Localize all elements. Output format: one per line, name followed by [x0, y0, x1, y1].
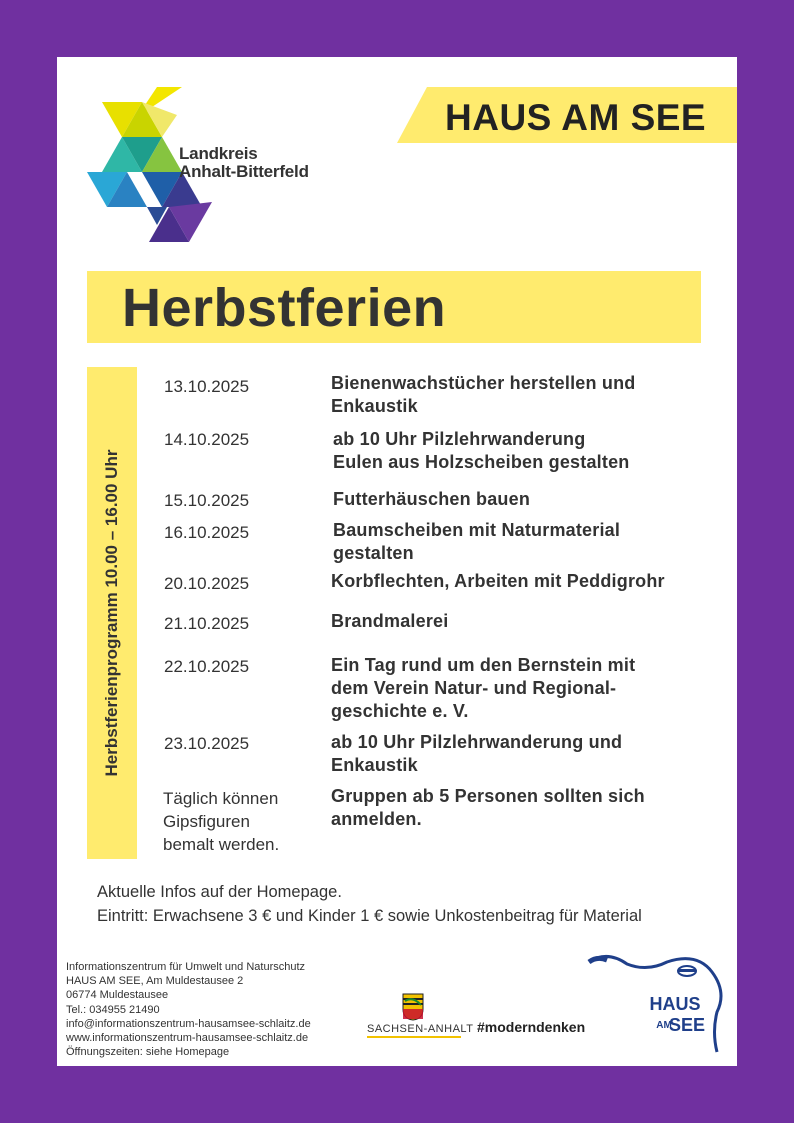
footer-email: info@informationszentrum-hausamsee-schlaitz.de — [66, 1017, 311, 1030]
side-label: Herbstferienprogramm 10.00 – 16.00 Uhr — [102, 449, 121, 777]
schedule-date: 20.10.2025 — [164, 574, 250, 593]
note-line: anmelden. — [331, 809, 422, 829]
footer-line: HAUS AM SEE, Am Muldestausee 2 — [66, 975, 244, 988]
schedule-date: 13.10.2025 — [164, 377, 250, 396]
coat-of-arms-icon — [402, 993, 424, 1021]
side-label-bar — [87, 367, 137, 859]
note-line: bemalt werden. — [163, 835, 280, 854]
poster-page — [57, 57, 737, 1066]
schedule-date: 16.10.2025 — [164, 523, 250, 542]
has-logo-line1: HAUS — [649, 994, 701, 1014]
event-line: dem Verein Natur- und Regional- — [331, 678, 617, 698]
event-line: ab 10 Uhr Pilzlehrwanderung — [333, 429, 586, 449]
group-note — [331, 785, 645, 831]
landkreis-name — [179, 145, 309, 181]
event-line: geschichte e. V. — [331, 701, 469, 721]
has-logo-line2: AM — [656, 1020, 672, 1031]
haus-am-see-logo-icon — [587, 952, 727, 1062]
schedule-event — [331, 372, 635, 418]
info-homepage: Aktuelle Infos auf der Homepage. — [97, 883, 342, 901]
title-bar — [87, 271, 701, 343]
footer-website: www.informationszentrum-hausamsee-schlaitz.de — [66, 1032, 309, 1045]
schedule-date: 14.10.2025 — [164, 430, 250, 449]
schedule-date: 23.10.2025 — [164, 734, 250, 753]
event-line: Futterhäuschen bauen — [333, 489, 531, 509]
event-line: gestalten — [333, 543, 414, 563]
sachsen-anhalt-underline — [367, 1036, 461, 1038]
landkreis-line1: Landkreis — [179, 144, 258, 163]
event-line: Korbflechten, Arbeiten mit Peddigrohr — [331, 571, 665, 591]
has-logo-line3: SEE — [668, 1015, 706, 1035]
landkreis-line2: Anhalt-Bitterfeld — [179, 162, 309, 181]
footer-address — [66, 960, 311, 1059]
note-line: Gruppen ab 5 Personen sollten sich — [331, 786, 645, 806]
schedule-event — [331, 570, 665, 593]
schedule-event — [331, 654, 635, 723]
event-line: Brandmalerei — [331, 611, 449, 631]
schedule-date: 15.10.2025 — [164, 491, 250, 510]
footer-line: Tel.: 034955 21490 — [66, 1003, 160, 1016]
schedule-date: 21.10.2025 — [164, 614, 250, 633]
daily-note — [163, 787, 279, 856]
event-line: Bienenwachstücher herstellen und — [331, 373, 636, 393]
hashtag-label: #moderndenken — [477, 1019, 586, 1035]
event-line: Baumscheiben mit Naturmaterial — [333, 520, 621, 540]
note-line: Täglich können — [163, 789, 279, 808]
event-line: Enkaustik — [331, 396, 418, 416]
schedule-event — [331, 731, 622, 777]
sachsen-anhalt-label: SACHSEN-ANHALT — [367, 1023, 474, 1035]
page-title: Herbstferien — [122, 278, 447, 338]
schedule-event — [331, 610, 448, 633]
footer-line: Öffnungszeiten: siehe Homepage — [66, 1046, 230, 1059]
haus-am-see-banner — [397, 87, 737, 143]
footer-line: Informationszentrum für Umwelt und Naturschutz — [66, 961, 306, 973]
event-line: Eulen aus Holzscheiben gestalten — [333, 452, 630, 472]
banner-text: HAUS AM SEE — [445, 97, 707, 138]
schedule-event — [333, 519, 620, 565]
schedule-event — [333, 488, 530, 511]
schedule-event — [333, 428, 629, 474]
schedule-date: 22.10.2025 — [164, 657, 250, 676]
event-line: Ein Tag rund um den Bernstein mit — [331, 655, 636, 675]
note-line: Gipsfiguren — [163, 812, 250, 831]
event-line: ab 10 Uhr Pilzlehrwanderung und — [331, 732, 623, 752]
info-admission: Eintritt: Erwachsene 3 € und Kinder 1 € sowie Unkostenbeitrag für Material — [97, 907, 642, 925]
footer-line: 06774 Muldestausee — [66, 989, 169, 1002]
event-line: Enkaustik — [331, 755, 418, 775]
